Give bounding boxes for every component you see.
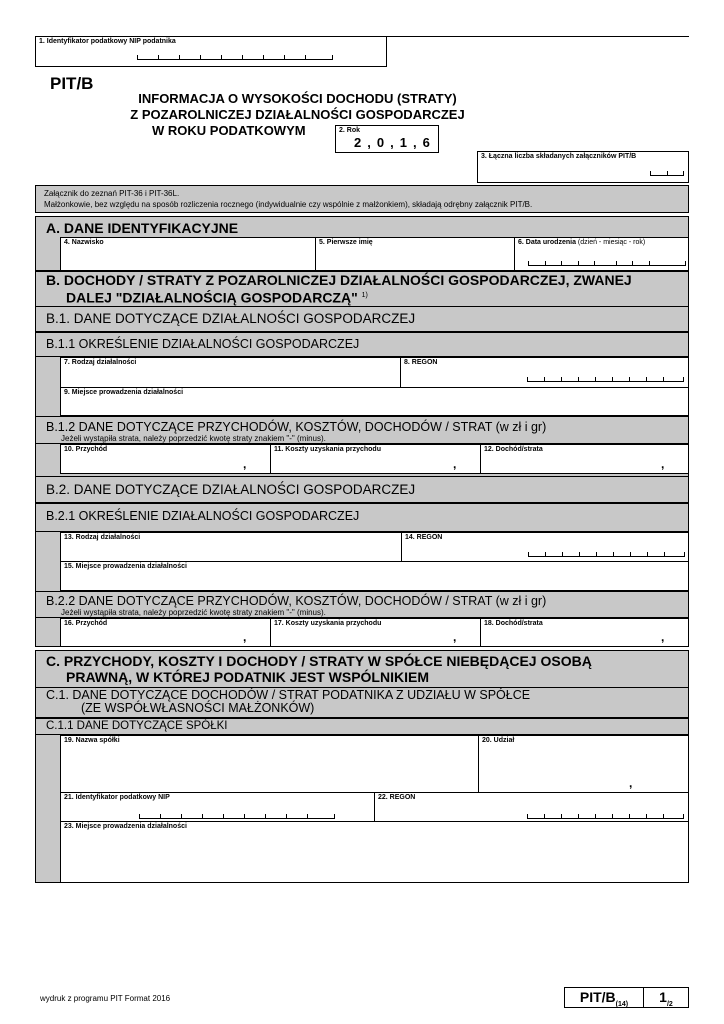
section-b22-header: [35, 591, 689, 618]
section-b11-header: [35, 332, 689, 357]
decimal-comma: ,: [243, 457, 247, 471]
year-field[interactable]: [335, 125, 439, 153]
regon-field-14[interactable]: [401, 532, 689, 562]
attachments-digit-ticks: [650, 170, 684, 176]
regon-label-14: 14. REGON: [405, 534, 443, 541]
birth-date-field[interactable]: [514, 237, 689, 271]
company-name-label: 19. Nazwa spółki: [64, 737, 120, 744]
regon-label-8: 8. REGON: [404, 359, 438, 366]
company-regon-label: 22. REGON: [378, 794, 416, 801]
section-b22-title: B.2.2 DANE DOTYCZĄCE PRZYCHODÓW, KOSZTÓW, DOCHODÓW / STRAT (w zł i gr): [46, 594, 547, 608]
company-nip-ticks: [139, 813, 335, 819]
company-regon-field[interactable]: [374, 792, 689, 822]
footer-page: 1: [659, 989, 667, 1005]
surname-label: 4. Nazwisko: [64, 239, 104, 246]
costs-field-11[interactable]: [270, 444, 481, 474]
costs-label-17: 17. Koszty uzyskania przychodu: [274, 620, 382, 627]
section-c1-title-line-2: (ZE WSPÓŁWŁASNOŚCI MAŁŻONKÓW): [81, 701, 315, 715]
costs-label-11: 11. Koszty uzyskania przychodu: [274, 446, 381, 453]
notes-box: [35, 185, 689, 213]
title-line-3: W ROKU PODATKOWYM: [152, 123, 306, 138]
section-b-title-line-2: DALEJ "DZIAŁALNOŚCIĄ GOSPODARCZĄ" $^{1)}$: [66, 289, 368, 306]
section-c1-title-line-1: C.1. DANE DOTYCZĄCE DOCHODÓW / STRAT PODATNIKA Z UDZIAŁU W SPÓŁCE: [46, 688, 531, 702]
footer-code: PIT/B: [579, 989, 616, 1005]
surname-field[interactable]: [60, 237, 316, 271]
section-c1-title: [46, 689, 530, 715]
section-a-title: A. DANE IDENTYFIKACYJNE: [46, 220, 239, 236]
activity-place-label-15: 15. Miejsce prowadzenia działalności: [64, 563, 187, 570]
top-rule: [387, 36, 689, 37]
revenue-label-10: 10. Przychód: [64, 446, 108, 453]
income-label-18: 18. Dochód/strata: [484, 620, 543, 627]
section-c11-header: [35, 718, 689, 735]
section-c11-title: C.1.1 DANE DOTYCZĄCE SPÓŁKI: [46, 720, 228, 732]
section-b12-note: Jeżeli wystąpiła strata, należy poprzedzić kwotę straty znakiem "-" (minus).: [61, 434, 326, 443]
section-b12-title: B.1.2 DANE DOTYCZĄCE PRZYCHODÓW, KOSZTÓW, DOCHODÓW / STRAT (w zł i gr): [46, 420, 547, 434]
activity-type-field-13[interactable]: [60, 532, 402, 562]
section-b11-title: B.1.1 OKREŚLENIE DZIAŁALNOŚCI GOSPODARCZEJ: [46, 337, 360, 351]
share-label: 20. Udział: [482, 737, 515, 744]
income-field-12[interactable]: [480, 444, 689, 474]
section-b21-header: [35, 503, 689, 532]
company-regon-ticks: [527, 813, 684, 819]
regon-ticks-14: [528, 551, 685, 557]
notes-line-2: Małżonkowie, bez względu na sposób rozliczenia rocznego (indywidualnie czy wspólnie z małżonkiem), składają odrębny załącznik PIT/B.: [44, 200, 533, 209]
decimal-comma: ,: [453, 630, 457, 644]
title-line-2: Z POZAROLNICZEJ DZIAŁALNOŚCI GOSPODARCZEJ: [130, 107, 465, 122]
section-c-title: [46, 653, 592, 685]
form-code: PIT/B: [50, 74, 94, 93]
income-field-18[interactable]: [480, 618, 689, 647]
section-b21-title: B.2.1 OKREŚLENIE DZIAŁALNOŚCI GOSPODARCZEJ: [46, 509, 360, 523]
decimal-comma: ,: [243, 630, 247, 644]
company-place-label: 23. Miejsce prowadzenia działalności: [64, 823, 187, 830]
section-b1-title: B.1. DANE DOTYCZĄCE DZIAŁALNOŚCI GOSPODARCZEJ: [46, 311, 416, 326]
footer-form-code: [564, 987, 644, 1008]
section-b2-title: B.2. DANE DOTYCZĄCE DZIAŁALNOŚCI GOSPODARCZEJ: [46, 482, 416, 497]
section-c1-header: [35, 687, 689, 718]
section-b22-note: Jeżeli wystąpiła strata, należy poprzedzić kwotę straty znakiem "-" (minus).: [61, 608, 326, 617]
decimal-comma: ,: [661, 630, 665, 644]
activity-type-field[interactable]: [60, 357, 401, 388]
year-digits: 2 , 0 , 1 , 6: [354, 135, 430, 150]
company-nip-field[interactable]: [60, 792, 375, 822]
year-digit: 6: [422, 135, 430, 150]
notes-line-1: Załącznik do zeznań PIT-36 i PIT-36L.: [44, 189, 180, 198]
year-digit: 1: [399, 135, 407, 150]
footer-version: (14): [615, 1001, 629, 1009]
activity-place-field[interactable]: [60, 387, 689, 416]
revenue-field-10[interactable]: [60, 444, 271, 474]
decimal-comma: ,: [661, 457, 665, 471]
company-name-field[interactable]: [60, 735, 479, 793]
footer-page-number: [643, 987, 689, 1008]
section-c-title-line-2: PRAWNĄ, W KTÓREJ PODATNIK JEST WSPÓLNIKIEM: [66, 669, 429, 685]
section-c-title-line-1: C. PRZYCHODY, KOSZTY I DOCHODY / STRATY W SPÓŁCE NIEBĘDĄCEJ OSOBĄ: [46, 653, 592, 669]
year-label: 2. Rok: [339, 127, 361, 134]
first-name-field[interactable]: [315, 237, 515, 271]
section-b12-header: [35, 416, 689, 444]
activity-type-label-13: 13. Rodzaj działalności: [64, 534, 141, 541]
revenue-label-16: 16. Przychód: [64, 620, 108, 627]
attachments-field[interactable]: [477, 151, 689, 183]
first-name-label: 5. Pierwsze imię: [319, 239, 373, 246]
section-b2-header: [35, 476, 689, 503]
footer-total: /2: [666, 1001, 673, 1009]
nip-digit-ticks: [137, 54, 333, 60]
nip-label: 1. Identyfikator podatkowy NIP podatnika: [39, 38, 176, 45]
nip-field[interactable]: [35, 36, 387, 67]
decimal-comma: ,: [453, 457, 457, 471]
activity-place-label: 9. Miejsce prowadzenia działalności: [64, 389, 184, 396]
costs-field-17[interactable]: [270, 618, 481, 647]
activity-place-field-15[interactable]: [60, 561, 689, 591]
year-digit: 0: [376, 135, 385, 150]
title-line-1: INFORMACJA O WYSOKOŚCI DOCHODU (STRATY): [138, 91, 457, 106]
attachments-label: 3. Łączna liczba składanych załączników PIT/B: [481, 153, 637, 160]
section-b1-header: [35, 306, 689, 332]
activity-type-label: 7. Rodzaj działalności: [64, 359, 137, 366]
regon-field-8[interactable]: [400, 357, 689, 388]
regon-ticks-8: [527, 376, 684, 382]
company-place-field[interactable]: [60, 821, 689, 883]
share-field[interactable]: [478, 735, 689, 793]
company-nip-label: 21. Identyfikator podatkowy NIP: [64, 794, 170, 801]
footer-print-source: wydruk z programu PIT Format 2016: [40, 994, 171, 1003]
decimal-comma: ,: [629, 776, 633, 790]
year-digit: 2: [354, 135, 362, 150]
section-b-title-line-1: B. DOCHODY / STRATY Z POZAROLNICZEJ DZIAŁALNOŚCI GOSPODARCZEJ, ZWANEJ: [46, 272, 632, 288]
birth-date-label: 6. Data urodzenia (dzień - miesiąc - rok): [518, 239, 646, 246]
birth-date-ticks: [528, 260, 686, 266]
section-b-title: [46, 273, 632, 306]
income-label-12: 12. Dochód/strata: [484, 446, 543, 453]
revenue-field-16[interactable]: [60, 618, 271, 647]
